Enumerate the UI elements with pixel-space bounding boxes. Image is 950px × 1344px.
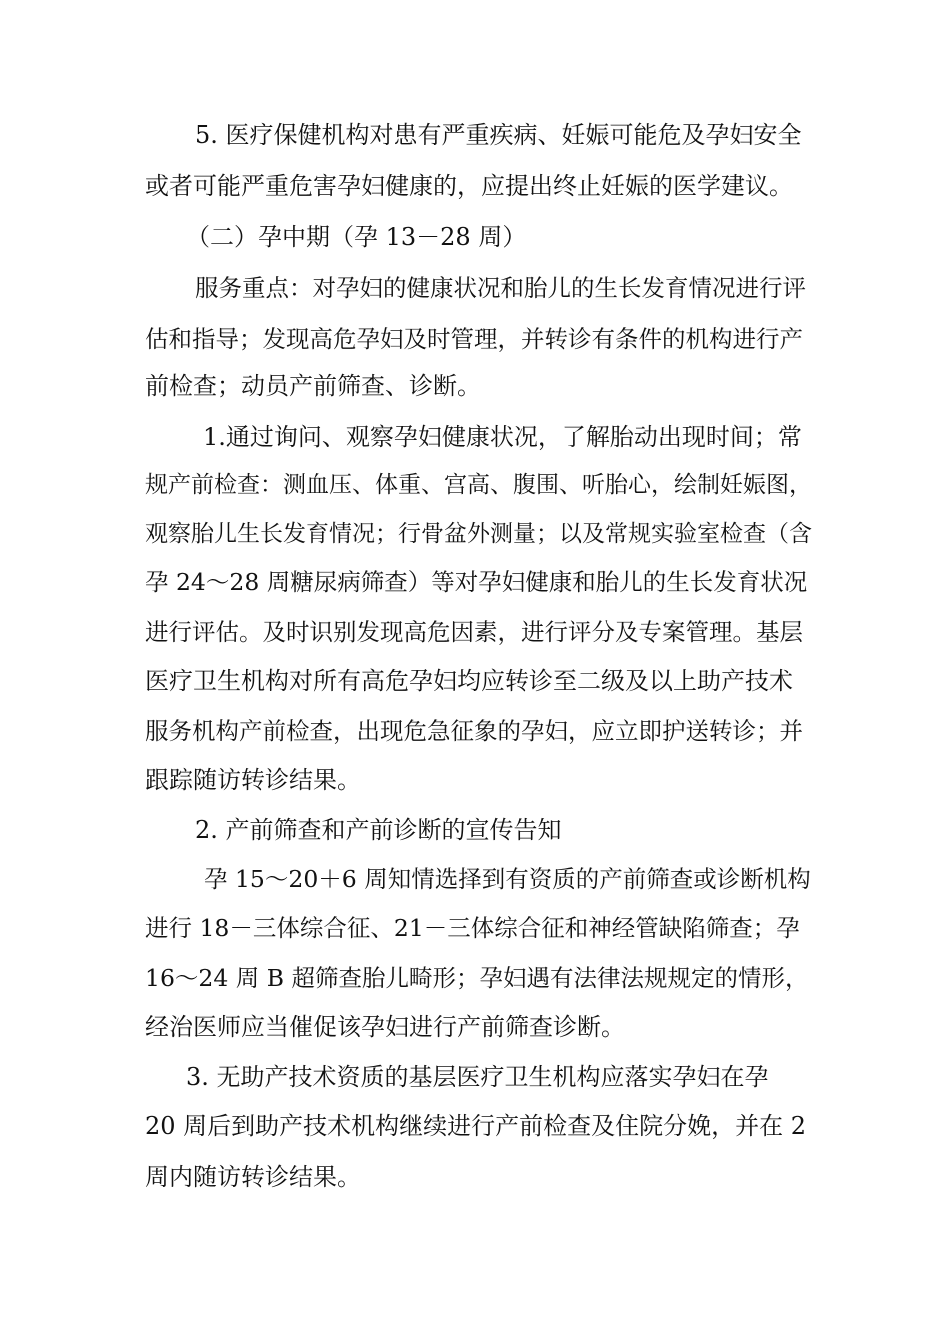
text-line: 服务机构产前检查，出现危急征象的孕妇，应立即护送转诊；并 — [145, 717, 803, 745]
text-line: 1.通过询问、观察孕妇健康状况，了解胎动出现时间；常 — [203, 423, 802, 451]
text-line: 2. 产前筛查和产前诊断的宣传告知 — [195, 816, 562, 844]
text-line: 16～24 周 B 超筛查胎儿畸形；孕妇遇有法律法规规定的情形， — [145, 964, 809, 992]
text-line: 进行 18－三体综合征、21－三体综合征和神经管缺陷筛查；孕 — [145, 914, 800, 942]
text-line: 观察胎儿生长发育情况；行骨盆外测量；以及常规实验室检查（含 — [145, 521, 812, 547]
text-line: 周内随访转诊结果。 — [145, 1163, 361, 1191]
text-line: 孕 15～20＋6 周知情选择到有资质的产前筛查或诊断机构 — [204, 865, 811, 893]
text-line: 估和指导；发现高危孕妇及时管理，并转诊有条件的机构进行产 — [145, 325, 803, 353]
text-line: 或者可能严重危害孕妇健康的，应提出终止妊娠的医学建议。 — [145, 172, 793, 200]
section-heading: （二）孕中期（孕 13－28 周） — [186, 223, 527, 251]
text-line: 服务重点：对孕妇的健康状况和胎儿的生长发育情况进行评 — [195, 274, 806, 302]
text-line: 医疗卫生机构对所有高危孕妇均应转诊至二级及以上助产技术 — [145, 667, 793, 695]
text-line: 进行评估。及时识别发现高危因素，进行评分及专案管理。基层 — [145, 618, 803, 646]
text-line: 5. 医疗保健机构对患有严重疾病、妊娠可能危及孕妇安全 — [195, 121, 802, 149]
text-line: 规产前检查：测血压、体重、宫高、腹围、听胎心，绘制妊娠图， — [145, 472, 812, 498]
text-line: 经治医师应当催促该孕妇进行产前筛查诊断。 — [145, 1013, 625, 1041]
text-line: 孕 24～28 周糖尿病筛查）等对孕妇健康和胎儿的生长发育状况 — [145, 568, 808, 596]
text-line: 20 周后到助产技术机构继续进行产前检查及住院分娩，并在 2 — [145, 1112, 807, 1140]
text-line: 前检查；动员产前筛查、诊断。 — [145, 372, 481, 400]
text-line: 跟踪随访转诊结果。 — [145, 766, 361, 794]
text-line: 3. 无助产技术资质的基层医疗卫生机构应落实孕妇在孕 — [186, 1063, 769, 1091]
